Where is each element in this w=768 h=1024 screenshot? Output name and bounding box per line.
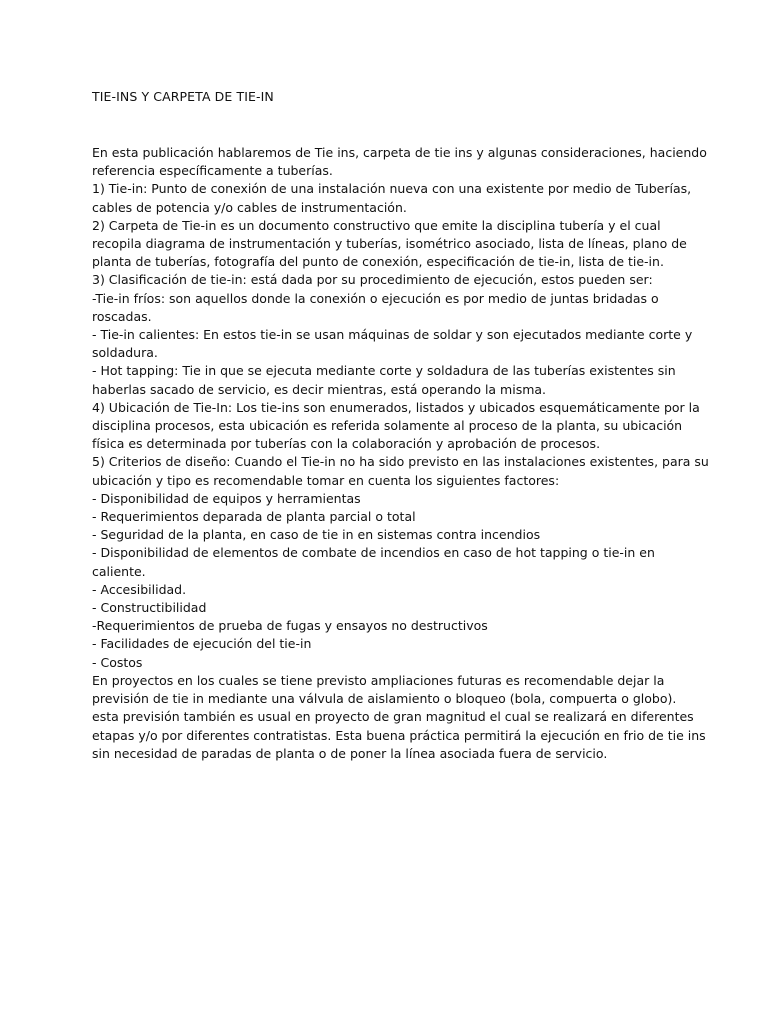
text-line: -Requerimientos de prueba de fugas y ensayos no destructivos	[92, 618, 488, 634]
document-title: TIE-INS Y CARPETA DE TIE-IN	[92, 89, 274, 104]
text-line: previsión de tie in mediante una válvula de aislamiento o bloqueo (bola, compuerta o globo).	[92, 691, 677, 707]
text-line: - Accesibilidad.	[92, 581, 187, 597]
text-line: 1) Tie-in: Punto de conexión de una instalación nueva con una existente por medio de Tuberías,	[92, 181, 692, 197]
text-line: disciplina procesos, esta ubicación es referida solamente al proceso de la planta, su ubicación	[92, 418, 683, 434]
text-line: - Constructibilidad	[92, 600, 207, 616]
text-line: - Seguridad de la planta, en caso de tie in en sistemas contra incendios	[92, 527, 541, 543]
text-line: 4) Ubicación de Tie-In: Los tie-ins son enumerados, listados y ubicados esquemáticamente por la	[92, 399, 700, 415]
text-line: - Hot tapping: Tie in que se ejecuta mediante corte y soldadura de las tuberías existentes sin	[92, 363, 676, 379]
text-line: caliente.	[92, 563, 146, 579]
text-line: - Disponibilidad de equipos y herramientas	[92, 490, 361, 506]
text-line: -Tie-in fríos: son aquellos donde la conexión o ejecución es por medio de juntas bridadas o	[92, 290, 659, 306]
text-line: En proyectos en los cuales se tiene previsto ampliaciones futuras es recomendable dejar la	[92, 672, 665, 688]
text-line: 2) Carpeta de Tie-in es un documento constructivo que emite la disciplina tubería y el cual	[92, 217, 661, 233]
text-line: - Costos	[92, 654, 143, 670]
text-line: física es determinada por tuberías con la colaboración y aprobación de procesos.	[92, 436, 601, 452]
text-line: recopila diagrama de instrumentación y tuberías, isométrico asociado, lista de líneas, plano de	[92, 236, 687, 252]
text-line: sin necesidad de paradas de planta o de poner la línea asociada fuera de servicio.	[92, 745, 608, 761]
text-line: planta de tuberías, fotografía del punto de conexión, especificación de tie-in, lista de tie-in.	[92, 254, 664, 270]
text-line: - Tie-in calientes: En estos tie-in se usan máquinas de soldar y son ejecutados mediante corte y	[92, 327, 693, 343]
text-line: cables de potencia y/o cables de instrumentación.	[92, 199, 407, 215]
text-line: - Facilidades de ejecución del tie-in	[92, 636, 312, 652]
text-line: ubicación y tipo es recomendable tomar en cuenta los siguientes factores:	[92, 472, 560, 488]
text-line: soldadura.	[92, 345, 158, 361]
text-line: - Requerimientos deparada de planta parcial o total	[92, 509, 416, 525]
text-line: roscadas.	[92, 308, 152, 324]
text-line: haberlas sacado de servicio, es decir mientras, está operando la misma.	[92, 381, 547, 397]
text-line: referencia específicamente a tuberías.	[92, 163, 333, 179]
text-line: 3) Clasificación de tie-in: está dada por su procedimiento de ejecución, estos pueden ser:	[92, 272, 653, 288]
text-line: esta previsión también es usual en proyecto de gran magnitud el cual se realizará en diferentes	[92, 709, 694, 725]
text-line: etapas y/o por diferentes contratistas. Esta buena práctica permitirá la ejecución en frio de tie ins	[92, 727, 706, 743]
text-line: - Disponibilidad de elementos de combate de incendios en caso de hot tapping o tie-in en	[92, 545, 655, 561]
document-body	[92, 144, 709, 763]
text-line: 5) Criterios de diseño: Cuando el Tie-in no ha sido previsto en las instalaciones existentes, para su	[92, 454, 709, 470]
text-line: En esta publicación hablaremos de Tie ins, carpeta de tie ins y algunas consideraciones, haciendo	[92, 145, 707, 160]
